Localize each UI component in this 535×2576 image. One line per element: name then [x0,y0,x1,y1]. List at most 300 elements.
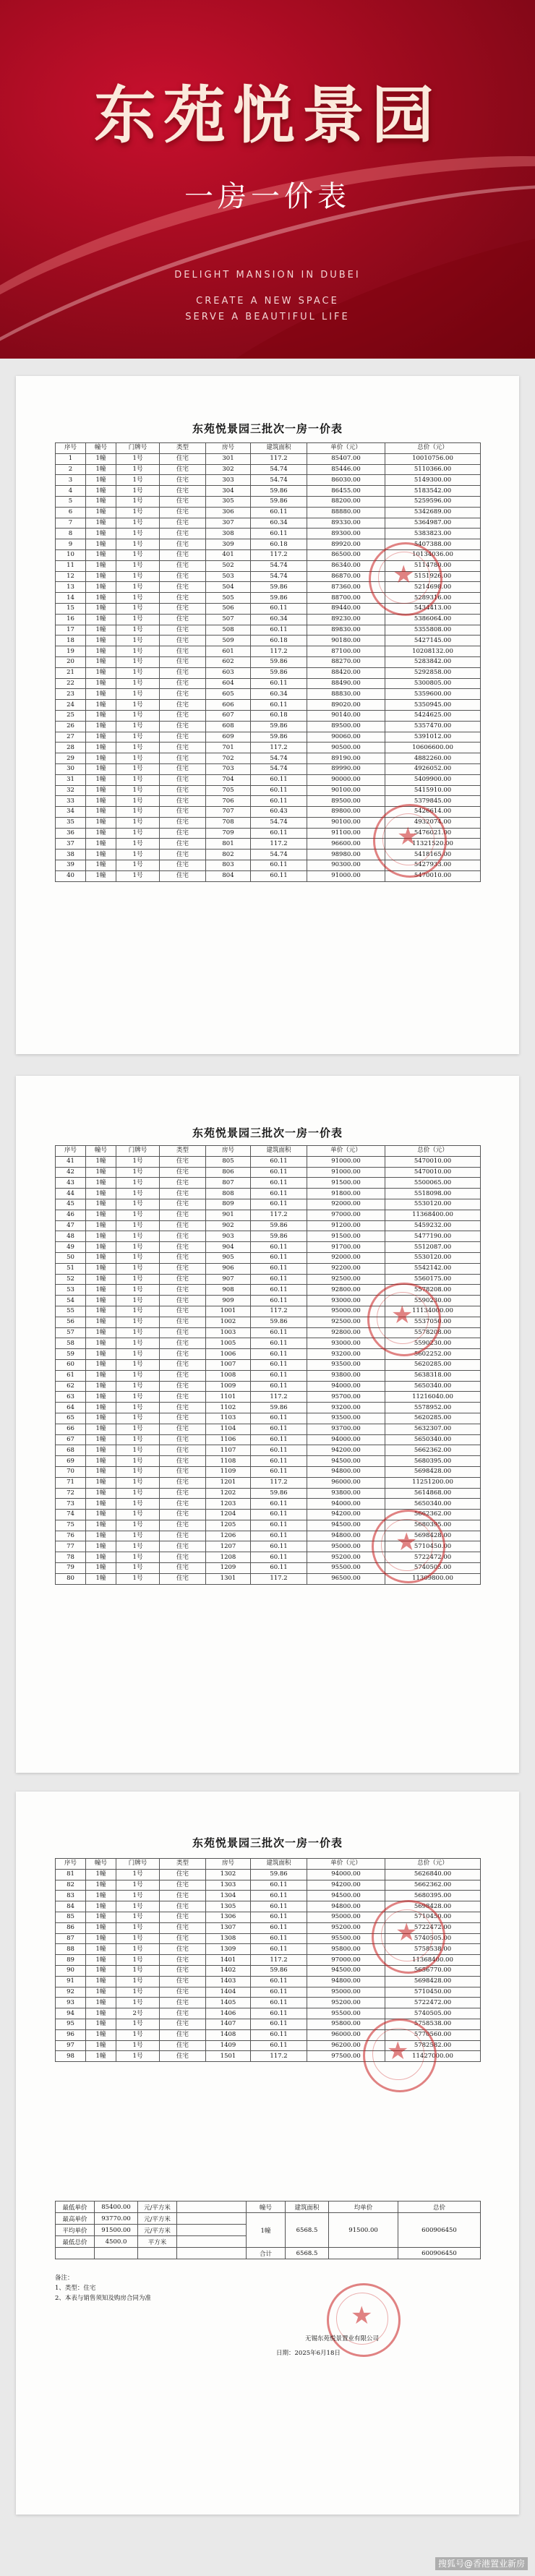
table-cell: 69 [56,1456,86,1467]
table-cell: 住宅 [160,870,206,881]
table-cell: 89230.00 [307,614,385,625]
table-cell: 1幢 [86,1456,116,1467]
table-cell: 住宅 [160,1167,206,1178]
table-cell: 1205 [206,1520,251,1531]
table-cell: 住宅 [160,1456,206,1467]
table-cell: 117.2 [251,1477,307,1488]
table-cell: 住宅 [160,1541,206,1552]
table-row [56,1456,481,1467]
column-header: 单价（元） [307,443,385,454]
table-cell: 94800.00 [307,1466,385,1477]
table-cell: 1幢 [86,1466,116,1477]
table-cell: 60.11 [251,625,307,636]
table-cell: 5662362.00 [385,1445,481,1456]
table-cell: 住宅 [160,1349,206,1360]
table-cell: 95500.00 [307,2008,385,2019]
table-row [56,1413,481,1424]
table-cell: 94800.00 [307,1976,385,1987]
table-cell: 93200.00 [307,1403,385,1413]
table-cell: 74 [56,1510,86,1520]
table-cell: 1401 [206,1955,251,1966]
table-cell: 5680395.00 [385,1456,481,1467]
table-cell: 1幢 [86,1349,116,1360]
table-cell: 89190.00 [307,753,385,764]
table-cell: 94200.00 [307,1880,385,1891]
table-cell: 304 [206,486,251,497]
table-cell: 5477190.00 [385,1231,481,1242]
table-cell: 5650340.00 [385,1381,481,1392]
table-cell: 78 [56,1552,86,1563]
table-cell: 1号 [116,582,160,593]
table-cell: 1幢 [86,1403,116,1413]
table-cell: 1号 [116,1296,160,1306]
table-cell: 809 [206,1199,251,1210]
table-cell: 1幢 [86,1178,116,1189]
table-cell: 5578952.00 [385,1403,481,1413]
table-cell: 22 [56,678,86,689]
table-cell: 1005 [206,1338,251,1349]
table-cell: 73 [56,1499,86,1510]
table-cell: 5740505.00 [385,1933,481,1944]
table-cell: 1幢 [86,1370,116,1381]
table-cell: 95200.00 [307,1552,385,1563]
table-cell: 5183542.00 [385,486,481,497]
table-cell: 1幢 [86,828,116,839]
table-cell: 91800.00 [307,1189,385,1199]
table-cell: 住宅 [160,1466,206,1477]
column-header: 门牌号 [116,443,160,454]
table-cell: 28 [56,743,86,753]
table-cell: 60.11 [251,1434,307,1445]
column-header: 幢号 [86,443,116,454]
table-cell: 60.11 [251,2029,307,2040]
table-cell: 1号 [116,1456,160,1467]
table-cell: 60.11 [251,1370,307,1381]
table-cell: 1号 [116,1413,160,1424]
table-cell: 5407388.00 [385,539,481,550]
table-cell: 住宅 [160,1252,206,1263]
table-cell: 1幢 [86,1563,116,1574]
column-header: 房号 [206,443,251,454]
table-cell: 60.11 [251,1252,307,1263]
table-cell: 5386064.00 [385,614,481,625]
table-cell: 309 [206,539,251,550]
notes-block [55,2273,480,2303]
table-cell: 住宅 [160,1976,206,1987]
table-cell: 60.11 [251,1167,307,1178]
table-cell: 住宅 [160,1424,206,1434]
table-cell: 1号 [116,1189,160,1199]
table-cell: 25 [56,710,86,721]
table-cell: 92 [56,1987,86,1998]
table-cell: 1号 [116,1541,160,1552]
table-cell: 住宅 [160,603,206,614]
table-cell: 1幢 [86,785,116,796]
table-cell: 1幢 [86,646,116,657]
table-row [56,1976,481,1987]
table-cell: 1号 [116,539,160,550]
table-cell: 住宅 [160,678,206,689]
banner-en-line3: SERVE A BEAUTIFUL LIFE [185,312,350,322]
table-cell: 1幢 [86,839,116,850]
table-cell: 1幢 [86,453,116,464]
table-cell: 47 [56,1220,86,1231]
table-cell: 503 [206,571,251,582]
page-title: 东苑悦景园三批次一房一价表 [192,1836,343,1849]
table-header-row [56,443,481,454]
table-cell: 1幢 [86,560,116,571]
table-cell: 住宅 [160,1573,206,1584]
table-cell: 84 [56,1901,86,1912]
table-cell: 903 [206,1231,251,1242]
table-cell: 住宅 [160,475,206,486]
column-header: 单价（元） [307,1146,385,1157]
table-cell: 65 [56,1413,86,1424]
column-header: 幢号 [86,1859,116,1870]
table-cell: 1幢 [86,507,116,518]
table-row [56,1156,481,1167]
table-cell: 1幢 [86,1220,116,1231]
table-cell: 1号 [116,656,160,667]
table-cell: 1208 [206,1552,251,1563]
table-cell: 住宅 [160,1156,206,1167]
table-cell: 住宅 [160,625,206,636]
table-cell: 住宅 [160,1933,206,1944]
table-row [56,1242,481,1253]
table-cell: 5542142.00 [385,1263,481,1274]
table-cell: 9 [56,539,86,550]
table-cell: 1206 [206,1531,251,1541]
table-cell: 1幢 [86,1296,116,1306]
official-seal-stamp [372,1900,445,1974]
summary-label: 最低总价 [56,2236,95,2248]
table-cell: 93000.00 [307,1338,385,1349]
table-cell: 89440.00 [307,603,385,614]
table-cell: 95500.00 [307,1563,385,1574]
table-cell: 1号 [116,689,160,700]
table-cell: 90140.00 [307,710,385,721]
table-cell: 2号 [116,2008,160,2019]
table-row [56,656,481,667]
table-cell: 60.11 [251,785,307,796]
table-cell: 60.11 [251,2040,307,2051]
table-cell: 1号 [116,593,160,604]
table-cell: 117.2 [251,1392,307,1403]
table-cell: 住宅 [160,593,206,604]
column-header: 门牌号 [116,1859,160,1870]
table-cell: 1号 [116,1274,160,1285]
table-cell: 89500.00 [307,796,385,807]
table-cell: 住宅 [160,1552,206,1563]
table-row [56,1434,481,1445]
table-cell: 1号 [116,1552,160,1563]
table-cell: 住宅 [160,1306,206,1317]
table-cell: 1号 [116,828,160,839]
table-row [56,700,481,711]
table-cell: 97000.00 [307,1210,385,1220]
table-cell: 60.11 [251,1922,307,1933]
table-cell: 96 [56,2029,86,2040]
table-cell: 1号 [116,1263,160,1274]
table-cell: 60.11 [251,1327,307,1338]
table-row [56,1499,481,1510]
table-cell: 303 [206,475,251,486]
table-row [56,1424,481,1434]
table-cell: 308 [206,529,251,539]
table-cell: 71 [56,1477,86,1488]
column-header: 序号 [56,443,86,454]
table-cell: 1号 [116,1520,160,1531]
table-cell: 53 [56,1285,86,1296]
table-cell: 88830.00 [307,689,385,700]
table-cell: 住宅 [160,753,206,764]
table-cell: 32 [56,785,86,796]
table-cell: 117.2 [251,1573,307,1584]
table-cell: 1号 [116,2040,160,2051]
table-cell: 住宅 [160,1880,206,1891]
table-row [56,743,481,753]
watermark-footer [304,2551,535,2576]
table-cell: 5698428.00 [385,1976,481,1987]
table-cell: 住宅 [160,828,206,839]
table-row [56,667,481,678]
table-cell: 6 [56,507,86,518]
table-cell: 1号 [116,518,160,529]
table-row [56,625,481,636]
table-cell: 5364987.00 [385,518,481,529]
table-cell: 1号 [116,1434,160,1445]
table-cell: 1306 [206,1912,251,1922]
table-cell: 住宅 [160,560,206,571]
table-cell: 住宅 [160,2019,206,2029]
table-row [56,636,481,646]
table-row [56,1869,481,1880]
table-cell: 5782582.00 [385,2040,481,2051]
summary-total-area: 6568.5 [286,2248,329,2259]
table-cell: 95800.00 [307,1944,385,1955]
table-cell: 1幢 [86,721,116,732]
table-cell: 54.74 [251,571,307,582]
table-cell: 1109 [206,1466,251,1477]
table-cell: 87360.00 [307,582,385,593]
table-cell: 85446.00 [307,464,385,475]
table-cell: 90060.00 [307,732,385,743]
table-cell: 2 [56,464,86,475]
table-cell: 96500.00 [307,1573,385,1584]
table-cell: 94000.00 [307,1381,385,1392]
table-cell: 60.34 [251,614,307,625]
table-cell: 117.2 [251,743,307,753]
table-cell: 1号 [116,1987,160,1998]
table-cell: 906 [206,1263,251,1274]
table-cell: 60.11 [251,870,307,881]
table-row [56,2008,481,2019]
table-cell: 住宅 [160,1370,206,1381]
table-cell: 606 [206,700,251,711]
table-cell: 94500.00 [307,1520,385,1531]
table-cell: 39 [56,860,86,871]
summary-value: 93770.00 [95,2213,138,2225]
table-cell: 907 [206,1274,251,1285]
table-cell: 5110366.00 [385,464,481,475]
banner-english-tagline [0,268,535,325]
table-cell: 82 [56,1880,86,1891]
table-cell: 1号 [116,850,160,860]
column-header: 单价（元） [307,1859,385,1870]
table-cell: 1403 [206,1976,251,1987]
table-cell: 5740505.00 [385,2008,481,2019]
table-cell: 1号 [116,1285,160,1296]
table-cell: 10 [56,549,86,560]
table-cell: 60.11 [251,1998,307,2008]
table-cell: 56 [56,1317,86,1327]
table-cell: 89800.00 [307,807,385,818]
table-cell: 住宅 [160,785,206,796]
table-cell: 住宅 [160,571,206,582]
table-cell: 60.11 [251,700,307,711]
table-cell: 1号 [116,1531,160,1541]
table-cell: 1号 [116,1922,160,1933]
table-cell: 1号 [116,1231,160,1242]
table-cell: 92200.00 [307,1263,385,1274]
table-cell: 住宅 [160,817,206,828]
table-cell: 1号 [116,1466,160,1477]
table-cell: 1幢 [86,1880,116,1891]
table-cell: 704 [206,774,251,785]
banner-en-line2: CREATE A NEW SPACE [196,296,339,307]
table-cell: 89 [56,1955,86,1966]
table-cell: 1号 [116,1167,160,1178]
table-cell: 60.11 [251,1520,307,1531]
table-cell: 603 [206,667,251,678]
table-cell: 88490.00 [307,678,385,689]
table-cell: 605 [206,689,251,700]
table-cell: 63 [56,1392,86,1403]
table-cell: 64 [56,1403,86,1413]
table-cell: 1号 [116,1327,160,1338]
table-cell: 95 [56,2019,86,2029]
table-cell: 96200.00 [307,2040,385,2051]
table-cell: 5632307.00 [385,1424,481,1434]
table-cell: 1幢 [86,1327,116,1338]
table-cell: 55 [56,1306,86,1317]
table-cell: 93200.00 [307,1349,385,1360]
table-cell: 1幢 [86,1965,116,1976]
table-cell: 91 [56,1976,86,1987]
table-cell: 1号 [116,1242,160,1253]
table-cell: 1号 [116,1381,160,1392]
table-cell: 801 [206,839,251,850]
table-cell: 1幢 [86,1552,116,1563]
table-cell: 1幢 [86,1317,116,1327]
table-cell: 1305 [206,1901,251,1912]
table-cell: 1003 [206,1327,251,1338]
table-row [56,1167,481,1178]
table-cell: 5 [56,496,86,507]
table-cell: 5680395.00 [385,1520,481,1531]
table-cell: 93000.00 [307,1296,385,1306]
table-row [56,496,481,507]
table-cell: 1309 [206,1944,251,1955]
table-cell: 94000.00 [307,1869,385,1880]
table-cell: 11321520.00 [385,839,481,850]
table-cell: 90180.00 [307,636,385,646]
table-cell: 住宅 [160,1210,206,1220]
table-cell: 10208132.00 [385,646,481,657]
table-cell: 住宅 [160,582,206,593]
table-cell: 1407 [206,2019,251,2029]
sign-date: 日期：2025年6月18日 [276,2350,341,2357]
table-cell: 1幢 [86,1955,116,1966]
table-cell: 住宅 [160,700,206,711]
table-cell: 1幢 [86,625,116,636]
table-cell: 1幢 [86,1263,116,1274]
table-cell: 住宅 [160,1922,206,1933]
table-cell: 95700.00 [307,1392,385,1403]
table-cell: 住宅 [160,774,206,785]
table-cell: 13 [56,582,86,593]
table-cell: 701 [206,743,251,753]
table-cell: 92500.00 [307,1317,385,1327]
table-row [56,1178,481,1189]
table-cell: 86030.00 [307,475,385,486]
table-cell: 住宅 [160,850,206,860]
watermark-text: 搜狐号@香港置业新房 [435,2557,528,2570]
table-cell: 5650340.00 [385,1499,481,1510]
summary-label: 平均单价 [56,2225,95,2236]
table-cell: 1幢 [86,678,116,689]
table-cell: 49 [56,1242,86,1253]
table-cell: 1号 [116,603,160,614]
table-cell: 1号 [116,636,160,646]
table-cell: 51 [56,1263,86,1274]
summary-col-header: 建筑面积 [286,2201,329,2213]
table-cell: 60.11 [251,1891,307,1901]
table-cell: 59.86 [251,732,307,743]
table-cell: 1号 [116,1178,160,1189]
table-cell: 1308 [206,1933,251,1944]
table-cell: 1幢 [86,475,116,486]
price-sheet-page-1 [16,376,519,1054]
table-cell: 505 [206,593,251,604]
table-cell: 60.11 [251,1285,307,1296]
table-cell: 1408 [206,2029,251,2040]
table-cell: 1号 [116,2029,160,2040]
table-cell: 59 [56,1349,86,1360]
table-cell: 1幢 [86,464,116,475]
table-cell: 59.86 [251,656,307,667]
table-cell: 11309800.00 [385,1573,481,1584]
table-cell: 59.86 [251,1317,307,1327]
table-cell: 92800.00 [307,1285,385,1296]
table-cell: 1501 [206,2051,251,2062]
table-cell: 95000.00 [307,1912,385,1922]
table-cell: 601 [206,646,251,657]
table-cell: 91000.00 [307,870,385,881]
table-cell: 90 [56,1965,86,1976]
table-cell: 60.11 [251,1456,307,1467]
table-cell: 1号 [116,763,160,774]
table-cell: 住宅 [160,1338,206,1349]
table-cell: 住宅 [160,1488,206,1499]
table-cell: 住宅 [160,1510,206,1520]
table-cell: 1幢 [86,1998,116,2008]
table-cell: 1302 [206,1869,251,1880]
table-cell: 86455.00 [307,486,385,497]
table-cell: 住宅 [160,1955,206,1966]
table-cell: 1002 [206,1317,251,1327]
table-cell: 住宅 [160,496,206,507]
